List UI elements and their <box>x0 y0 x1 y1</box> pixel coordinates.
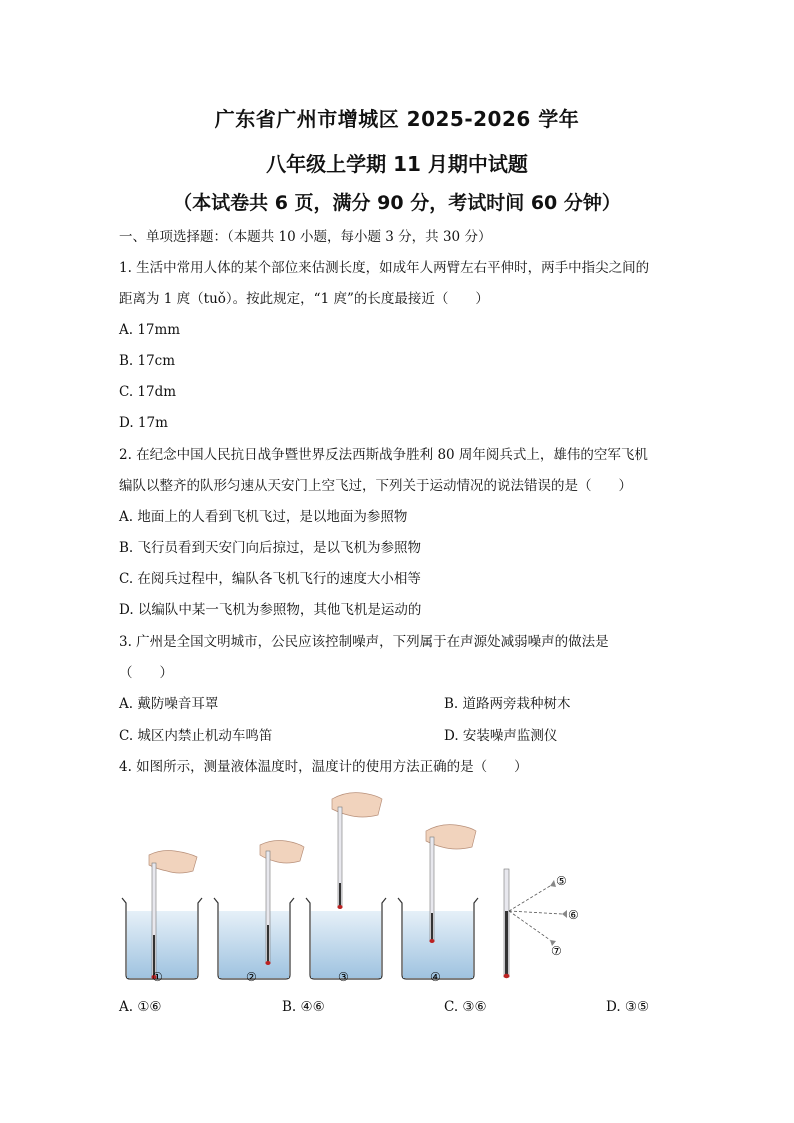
q4-option-c: C. ③⑥ <box>444 999 487 1015</box>
exam-title: 广东省广州市增城区 2025-2026 学年 <box>214 107 580 131</box>
section-heading: 一、单项选择题：（本题共 10 小题，每小题 3 分，共 30 分） <box>119 229 492 245</box>
q3-option-a: A. 戴防噪音耳罩 <box>119 696 219 712</box>
label-5: ⑤ <box>556 874 567 888</box>
q2-option-d: D. 以编队中某一飞机为参照物，其他飞机是运动的 <box>119 602 422 618</box>
q2-option-c: C. 在阅兵过程中，编队各飞机飞行的速度大小相等 <box>119 571 421 587</box>
label-4: ④ <box>430 970 441 984</box>
beaker-3 <box>306 793 386 979</box>
beaker-1 <box>122 851 202 980</box>
label-6: ⑥ <box>568 908 579 922</box>
q4-option-a: A. ①⑥ <box>119 999 162 1015</box>
q2-option-b: B. 飞行员看到天安门向后掠过，是以飞机为参照物 <box>119 540 422 556</box>
label-3: ③ <box>338 970 349 984</box>
q1-option-a: A. 17mm <box>119 322 181 338</box>
q1-option-d: D. 17m <box>119 415 168 431</box>
q3-option-d: D. 安装噪声监测仪 <box>444 728 558 744</box>
q3-option-b: B. 道路两旁栽种树木 <box>444 696 571 712</box>
label-7: ⑦ <box>551 944 562 958</box>
label-2: ② <box>246 970 257 984</box>
q1-stem-line2: 距离为 1 庹（tuǒ）。按此规定，“1 庹”的长度最接近（ ） <box>119 291 489 307</box>
label-1: ① <box>152 970 163 984</box>
q3-stem-line1: 3. 广州是全国文明城市，公民应该控制噪声，下列属于在声源处减弱噪声的做法是 <box>119 634 609 650</box>
q1-option-b: B. 17cm <box>119 353 176 369</box>
q2-stem-line1: 2. 在纪念中国人民抗日战争暨世界反法西斯战争胜利 80 周年阅兵式上，雄伟的空军飞机 <box>119 447 648 463</box>
q3-stem-line2: （ ） <box>119 665 173 681</box>
q1-stem-line1: 1. 生活中常用人体的某个部位来估测长度，如成年人两臂左右平伸时，两手中指尖之间的 <box>119 260 650 276</box>
q2-stem-line2: 编队以整齐的队形匀速从天安门上空飞过，下列关于运动情况的说法错误的是（ ） <box>119 478 632 494</box>
q2-option-a: A. 地面上的人看到飞机飞过，是以地面为参照物 <box>119 509 408 525</box>
exam-info: （本试卷共 6 页，满分 90 分，考试时间 60 分钟） <box>173 192 621 214</box>
q4-stem: 4. 如图所示，测量液体温度时，温度计的使用方法正确的是（ ） <box>119 759 528 775</box>
q1-option-c: C. 17dm <box>119 384 177 400</box>
exam-subtitle: 八年级上学期 11 月期中试题 <box>266 152 528 176</box>
q4-option-d: D. ③⑤ <box>606 999 650 1015</box>
beaker-2 <box>214 841 304 980</box>
q3-option-c: C. 城区内禁止机动车鸣笛 <box>119 728 273 744</box>
thermometer-figure <box>110 785 610 985</box>
q4-option-b: B. ④⑥ <box>282 999 325 1015</box>
beaker-4 <box>398 825 478 979</box>
